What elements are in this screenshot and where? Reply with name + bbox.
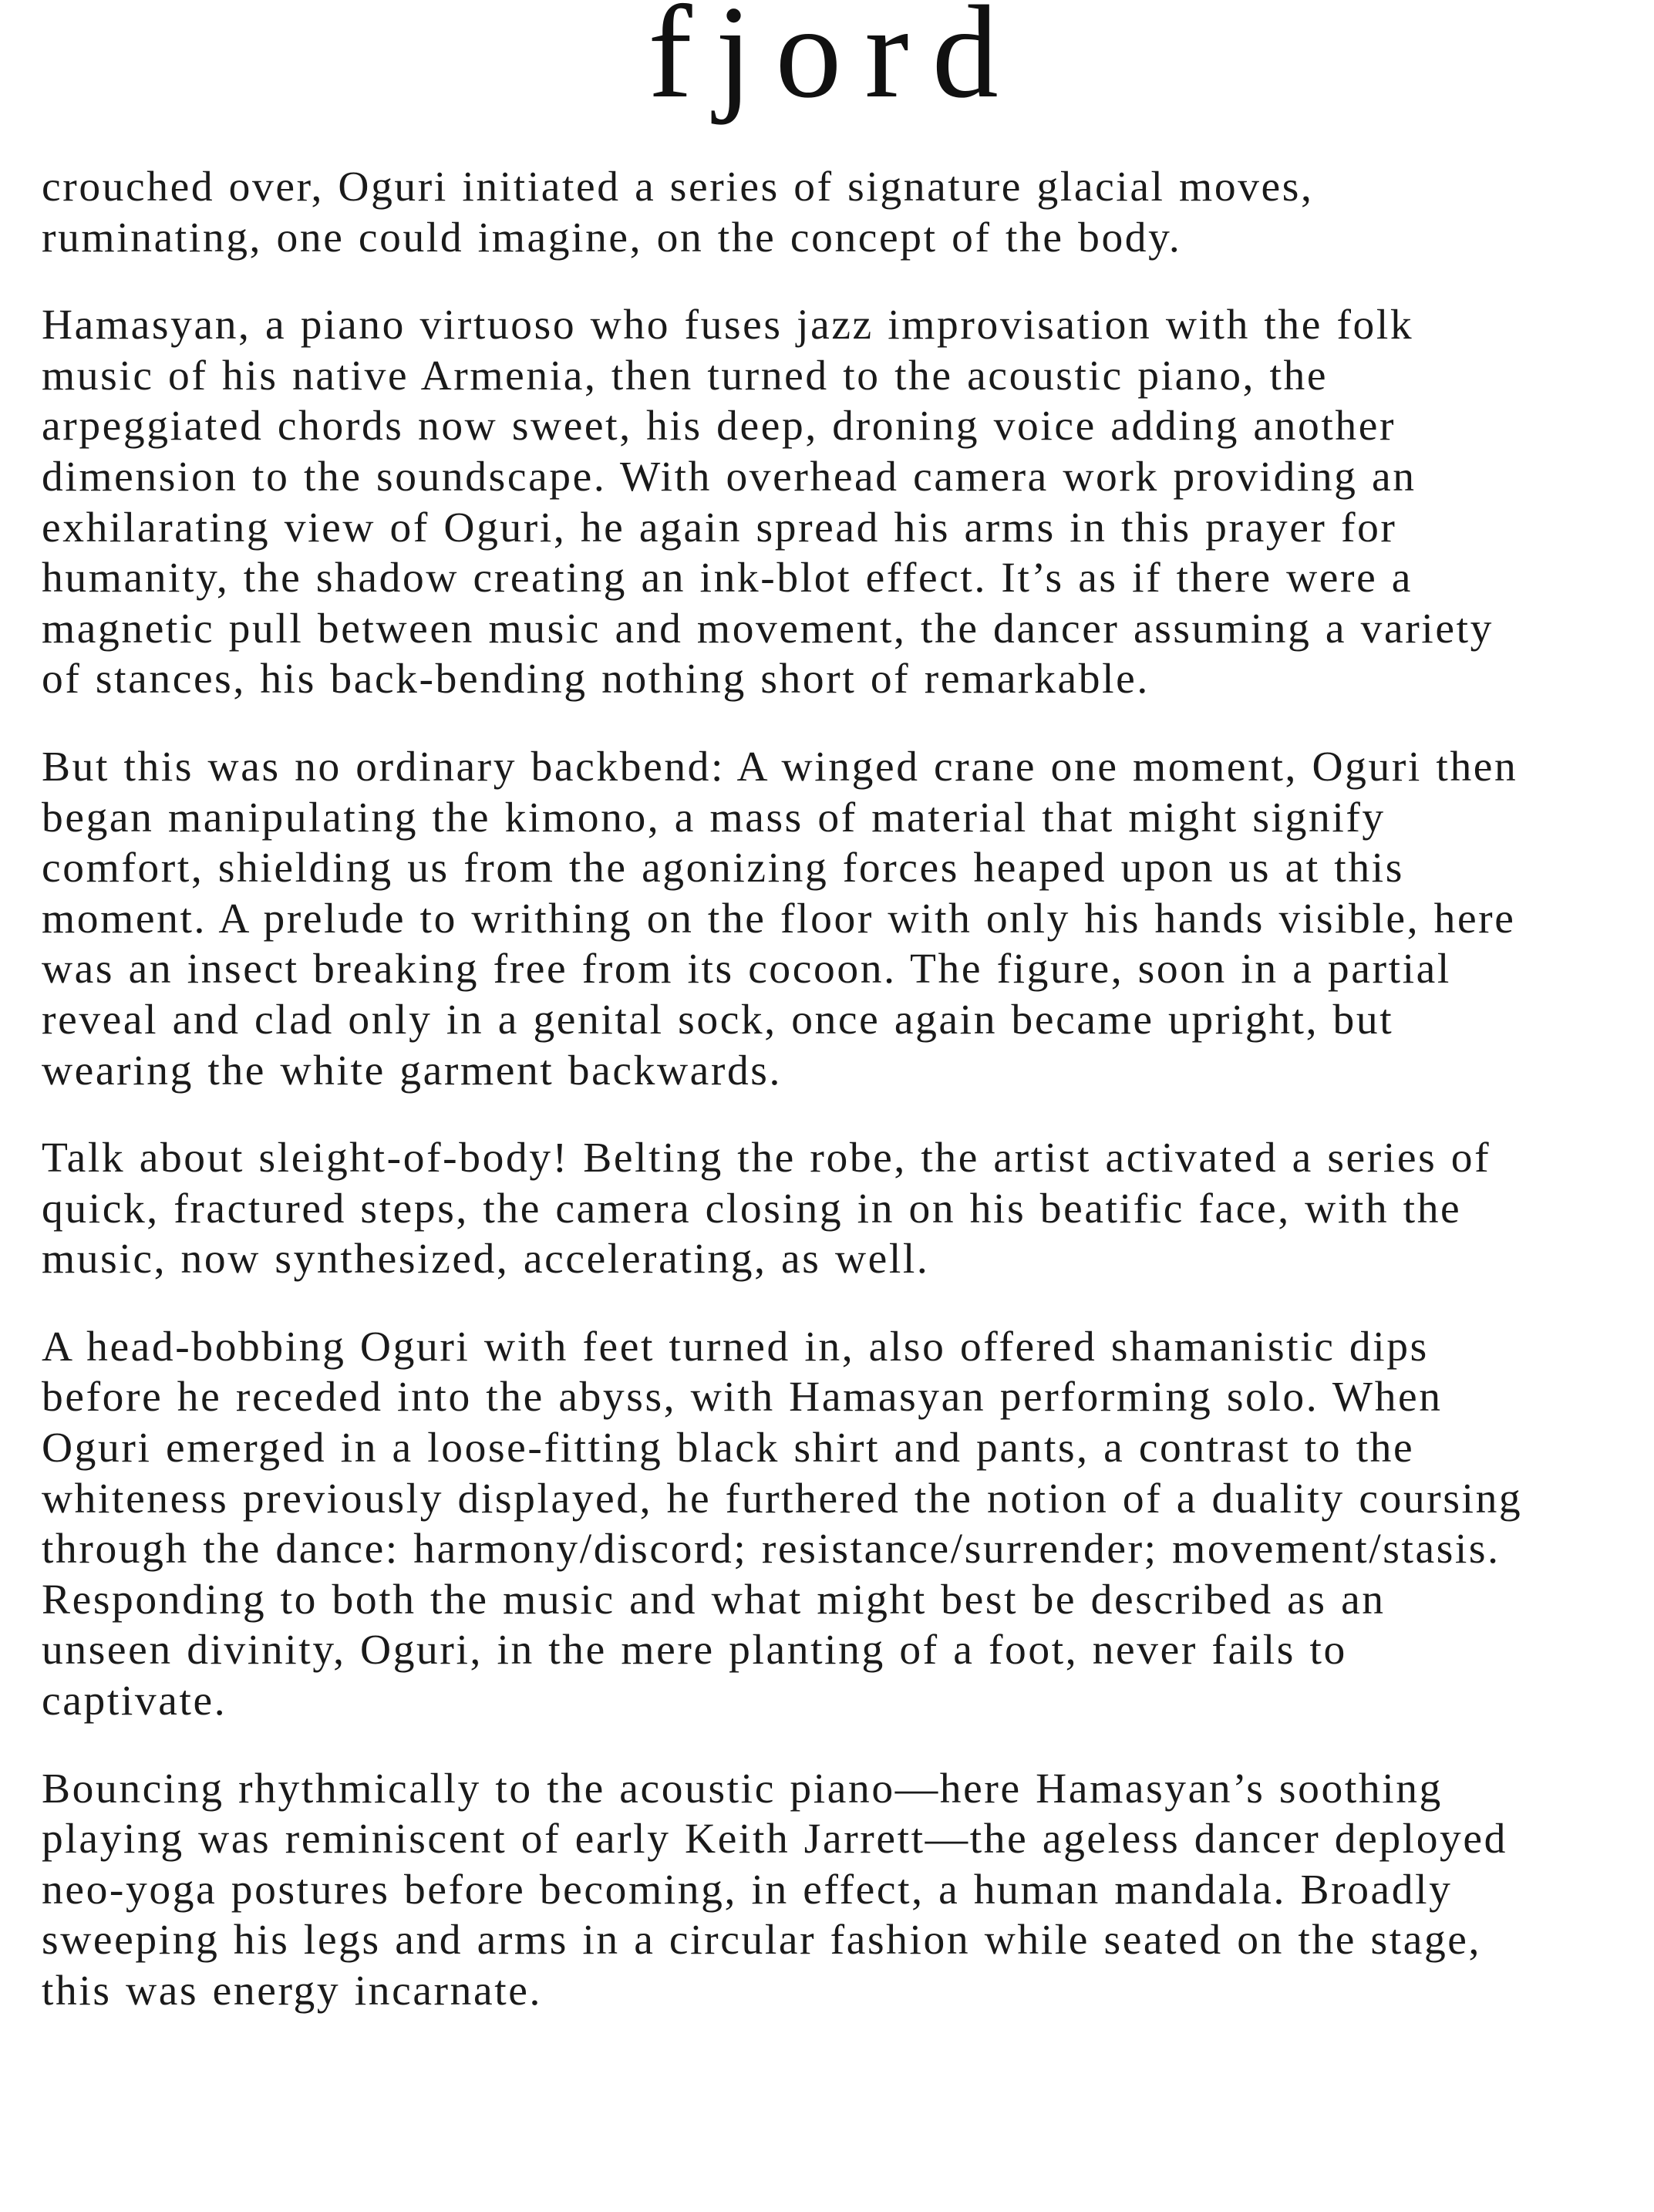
article-paragraph-6: Bouncing rhythmically to the acoustic piano—here Hamasyan’s soothing playing was reminiscent of early Keith Jarrett—the ageless dancer deployed neo-yoga postures before becoming, in effect, a human mandala. Broadly sweeping his legs and arms in a circular fashion while seated on the stage, this was energy incarnate. xyxy=(42,1765,1507,2015)
article-paragraph-5: A head-bobbing Oguri with feet turned in, also offered shamanistic dips before he receded into the abyss, with Hamasyan performing solo. When Oguri emerged in a loose-fitting black shirt and pants, a contrast to the whiteness previously displayed, he furthered the notion of a duality coursing through the dance: harmony/discord; resistance/surrender; movement/stasis. Responding to both the music and what might best be described as an unseen divinity, Oguri, in the mere planting of a foot, never fails to captivate. xyxy=(42,1323,1523,1725)
article-paragraph-3: But this was no ordinary backbend: A winged crane one moment, Oguri then began manipulating the kimono, a mass of material that might signify comfort, shielding us from the agonizing forces heaped upon us at this moment. A prelude to writhing on the floor with only his hands visible, here was an insect breaking free from its cocoon. The figure, soon in a partial reveal and clad only in a genital sock, once again became upright, but wearing the white garment backwards. xyxy=(42,743,1518,1094)
article-body xyxy=(42,162,1630,2054)
masthead xyxy=(0,0,1654,166)
fjord-logo: fjord xyxy=(648,0,1022,126)
article-paragraph-2: Hamasyan, a piano virtuoso who fuses jazz improvisation with the folk music of his native Armenia, then turned to the acoustic piano, the arpeggiated chords now sweet, his deep, droning voice adding another dimension to the soundscape. With overhead camera work providing an exhilarating view of Oguri, he again spread his arms in this prayer for humanity, the shadow creating an ink-blot effect. It’s as if there were a magnetic pull between music and movement, the dancer assuming a variety of stances, his back-bending nothing short of remarkable. xyxy=(42,302,1494,703)
article-paragraph-4: Talk about sleight-of-body! Belting the robe, the artist activated a series of quick, fractured steps, the camera closing in on his beatific face, with the music, now synthesized, accelerating, as well. xyxy=(42,1135,1491,1283)
article-paragraph-1: crouched over, Oguri initiated a series of signature glacial moves, ruminating, one could imagine, on the concept of the body. xyxy=(42,164,1314,261)
